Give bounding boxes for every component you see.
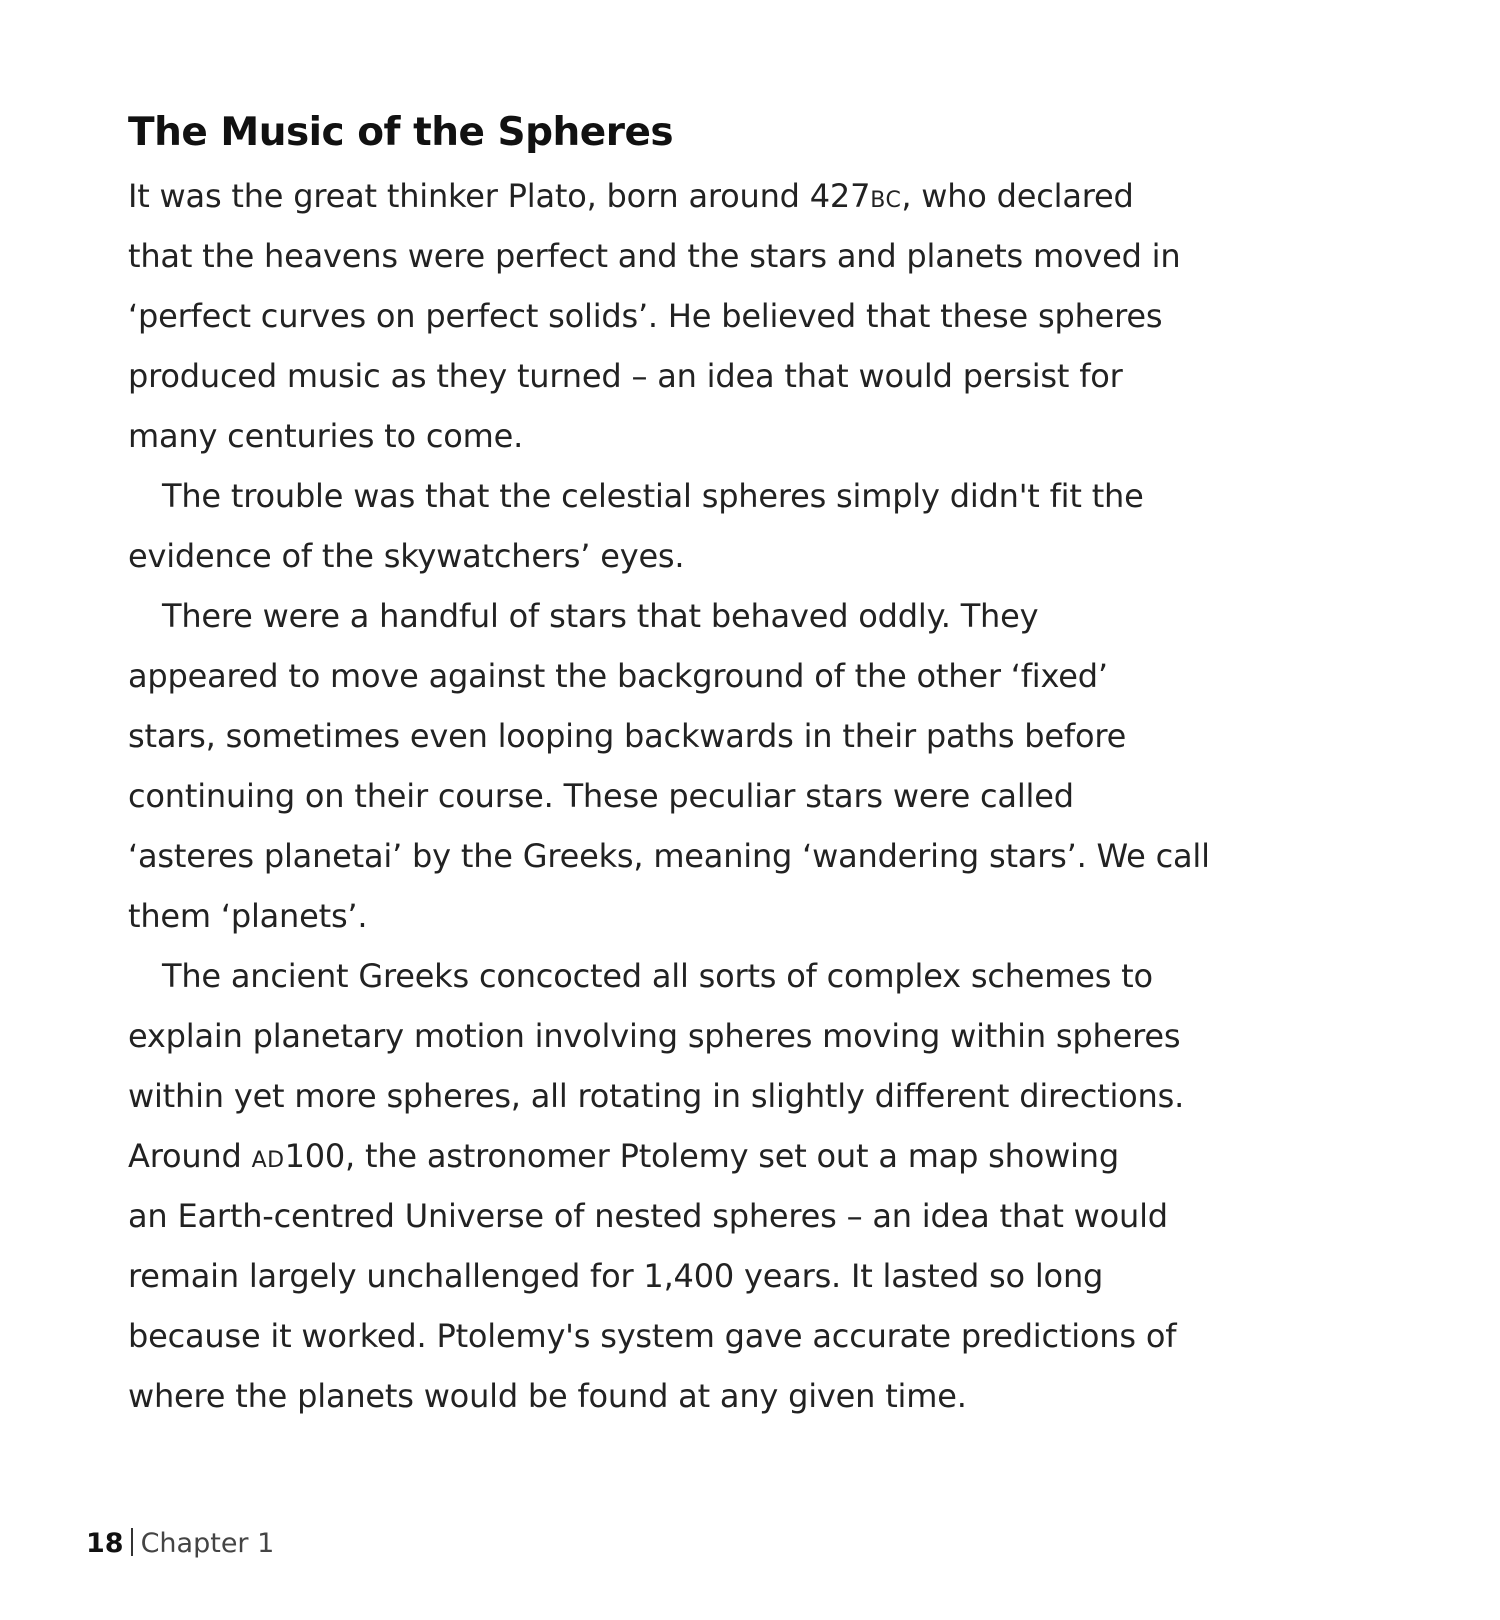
text-line: It was the great thinker Plato, born around 427BC, who declared [128, 177, 1134, 215]
page-number: 18 [86, 1528, 124, 1559]
text-line: within yet more spheres, all rotating in slightly different directions. [128, 1077, 1185, 1115]
text-line: many centuries to come. [128, 417, 524, 455]
section-heading: The Music of the Spheres [128, 110, 674, 155]
text-line: ‘asteres planetai’ by the Greeks, meaning ‘wandering stars’. We call [128, 837, 1210, 875]
paragraph-1 [128, 166, 1388, 466]
era-abbreviation: BC [870, 188, 902, 213]
page-footer [86, 1528, 274, 1559]
text-line: continuing on their course. These peculiar stars were called [128, 777, 1074, 815]
text-line: that the heavens were perfect and the stars and planets moved in [128, 237, 1181, 275]
text-line: appeared to move against the background of the other ‘fixed’ [128, 657, 1108, 695]
body-text [128, 166, 1388, 1426]
text-line: The trouble was that the celestial spheres simply didn't fit the [162, 477, 1144, 515]
text-line: where the planets would be found at any given time. [128, 1377, 967, 1415]
chapter-number: 1 [257, 1528, 275, 1559]
era-abbreviation: AD [251, 1148, 285, 1173]
chapter-label: Chapter [140, 1528, 249, 1559]
footer-divider [131, 1528, 133, 1556]
paragraph-4 [128, 946, 1388, 1426]
text-line: stars, sometimes even looping backwards in their paths before [128, 717, 1127, 755]
text-line: produced music as they turned – an idea that would persist for [128, 357, 1123, 395]
text-line: remain largely unchallenged for 1,400 years. It lasted so long [128, 1257, 1104, 1295]
text-line: Around AD100, the astronomer Ptolemy set out a map showing [128, 1137, 1119, 1175]
text-line: because it worked. Ptolemy's system gave accurate predictions of [128, 1317, 1177, 1355]
paragraph-2 [128, 466, 1388, 586]
text-line: There were a handful of stars that behaved oddly. They [162, 597, 1039, 635]
text-line: ‘perfect curves on perfect solids’. He believed that these spheres [128, 297, 1163, 335]
text-line: them ‘planets’. [128, 897, 368, 935]
text-line: The ancient Greeks concocted all sorts of complex schemes to [162, 957, 1153, 995]
text-line: explain planetary motion involving spheres moving within spheres [128, 1017, 1181, 1055]
text-line: evidence of the skywatchers’ eyes. [128, 537, 685, 575]
paragraph-3 [128, 586, 1388, 946]
text-line: an Earth-centred Universe of nested spheres – an idea that would [128, 1197, 1168, 1235]
